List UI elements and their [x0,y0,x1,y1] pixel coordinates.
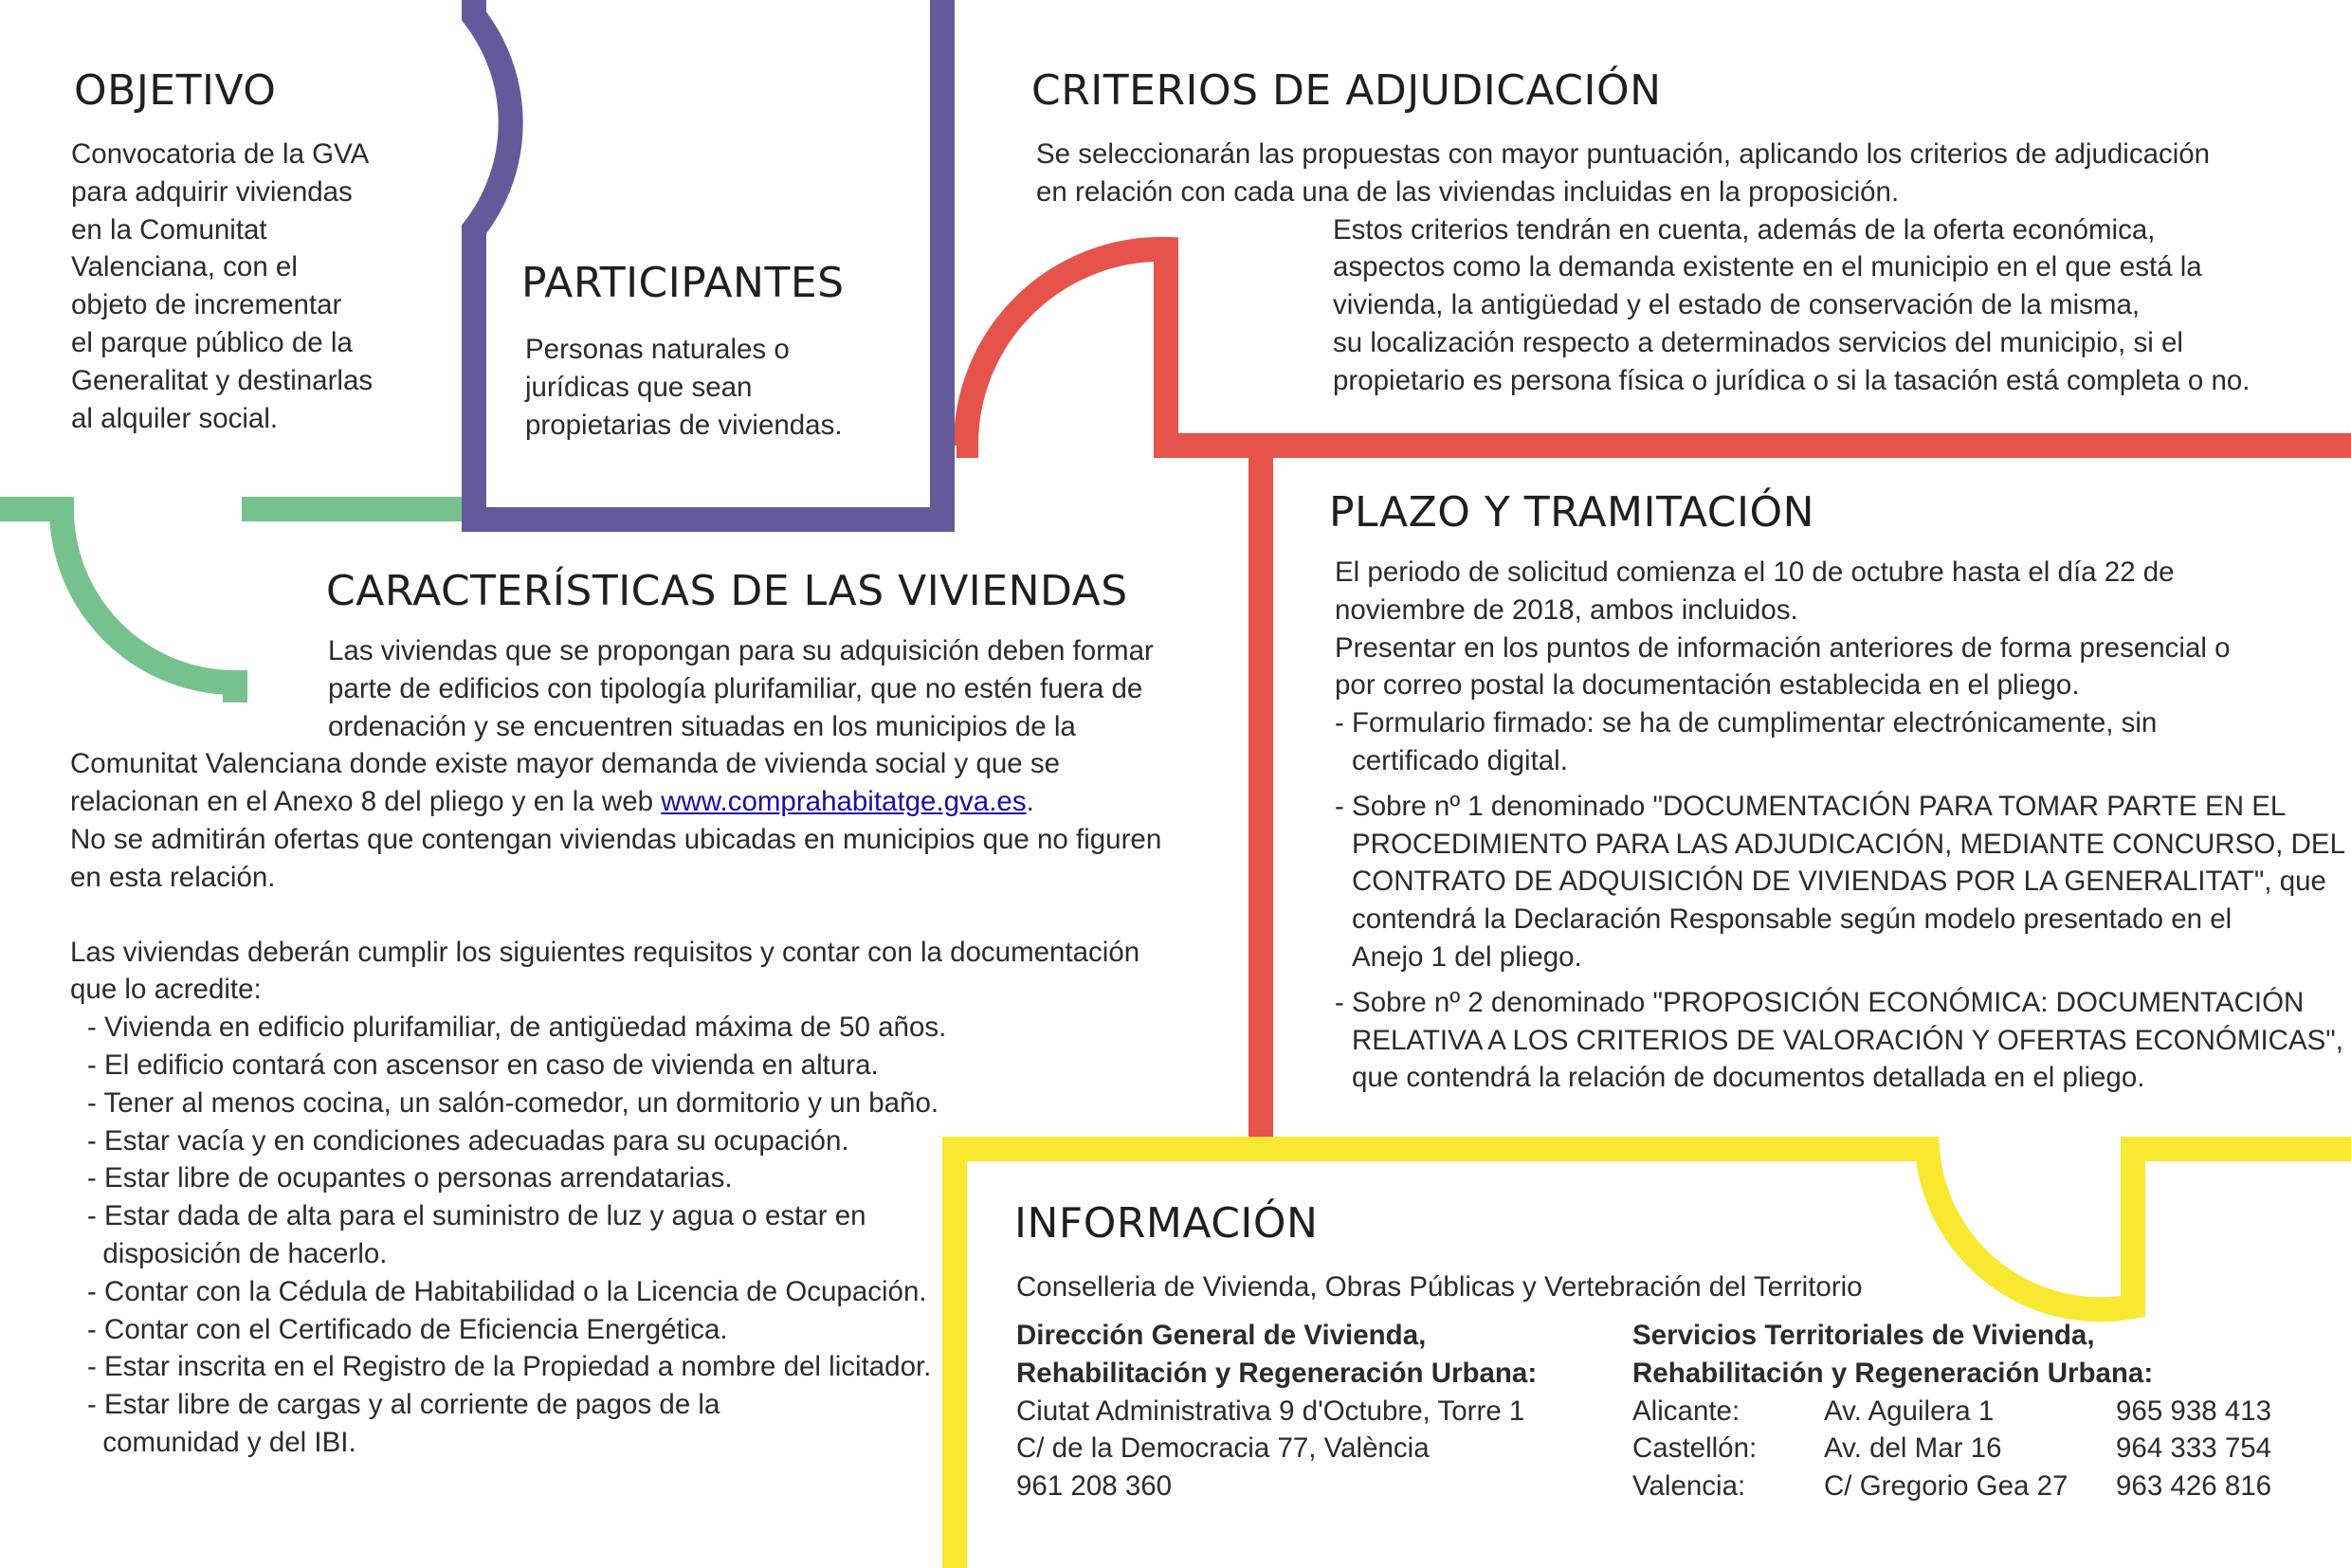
requirement-item: - Vivienda en edificio plurifamiliar, de antigüedad máxima de 50 años. [87,1012,947,1044]
plazo-item-3: - Sobre nº 2 denominado "PROPOSICIÓN ECONÓMICA: DOCUMENTACIÓN [1335,986,2305,1018]
office-row-alicante: Alicante: Av. Aguilera 1 965 938 413 [1632,1395,2272,1427]
requirement-item: - Estar libre de cargas y al corriente de pagos de la [87,1389,720,1421]
informacion-st: Servicios Territoriales de Vivienda, Rehabilitación y Regeneración Urbana: Alicante: Av. Aguilera 1 965 938 413 Castellón: Av. del Mar 16 964 333 754 Valencia: C/ Gregorio Gea 27 963 426 816 [1632,1317,2271,1505]
office-row-valencia: Valencia: C/ Gregorio Gea 27 963 426 816 [1632,1470,2272,1503]
informacion-section [1014,1199,2342,1503]
objetivo-text: Convocatoria de la GVA para adquirir viviendas en la Comunitat Valenciana, con el objeto de incrementar el parque público de la Generalitat y destinarlas al alquiler social. [71,138,374,434]
requirement-item: - Estar vacía y en condiciones adecuadas para su ocupación. [87,1124,849,1157]
participantes-section [521,259,920,444]
informacion-conselleria: Conselleria de Vivienda, Obras Públicas y Vertebración del Territorio [1016,1271,1863,1303]
caracteristicas-title: CARACTERÍSTICAS DE LAS VIVIENDAS [326,567,1128,615]
plazo-item-2: - Sobre nº 1 denominado "DOCUMENTACIÓN PARA TOMAR PARTE EN EL [1335,790,2287,822]
plazo-title: PLAZO Y TRAMITACIÓN [1329,488,1815,537]
criterios-section [1031,66,2340,400]
requirement-item: - El edificio contará con ascensor en caso de vivienda en altura. [87,1048,879,1081]
plazo-section [1329,488,2343,1097]
dg-phone: 961 208 360 [1016,1470,1173,1503]
caracteristicas-text: Las viviendas que se propongan para su adquisición deben formar parte de edificios con tipología plurifamiliar, que no estén fuera de ordenación y se encuentren situadas en los municipios de la Comunitat Valenciana donde existe mayor demanda de vivienda social y que se relacionan en el Anexo 8 del pliego y en la web www.comprahabitatge.gva.es. No se admitirán ofertas que contengan viviendas ubicadas en municipios que no figuren en esta relación. Las viviendas deberán cumplir los siguientes requisitos y contar con la documentación que lo acredite: - Vivienda en edificio plurifamiliar, de antigüedad máxima de 50 años. - El edificio contará con ascensor en caso de vivienda en altura. - Tener al menos cocina, un salón-comedor, un dormitorio y un baño. - Estar vacía y en condiciones adecuadas para su ocupación. - Estar libre de ocupantes o personas arrendatarias. - Estar dada de alta para el suministro de luz y agua o estar en disposición de hacerlo. - Contar con la Cédula de Habitabilidad o la Licencia de Ocupación. - Contar con el Certificado de Eficiencia Energética. - Estar inscrita en el Registro de la Propiedad a nombre del licitador. - Estar libre de cargas y al corriente de pagos de la comunidad y del IBI. [70,632,1189,1462]
participantes-title: PARTICIPANTES [521,259,845,307]
criterios-text-top: Se seleccionarán las propuestas con mayor puntuación, aplicando los criterios de adjudicación en relación con cada una de las viviendas incluidas en la proposición. [1036,138,2211,208]
comprahabitatge-link[interactable]: www.comprahabitatge.gva.es [661,786,1027,818]
requirement-item: - Estar dada de alta para el suministro de luz y agua o estar en [87,1200,866,1232]
requirement-item: - Contar con el Certificado de Eficiencia Energética. [87,1313,728,1345]
objetivo-section [71,66,453,437]
objetivo-title: OBJETIVO [74,66,277,115]
plazo-item-1: - Formulario firmado: se ha de cumplimentar electrónicamente, sin [1335,707,2158,739]
requirement-item: - Tener al menos cocina, un salón-comedor, un dormitorio y un baño. [87,1086,939,1119]
caracteristicas-link-line: relacionan en el Anexo 8 del pliego y en la web www.comprahabitatge.gva.es. [70,786,1034,818]
plazo-text: El periodo de solicitud comienza el 10 de octubre hasta el día 22 de noviembre de 2018, ambos incluidos. Presentar en los puntos de información anteriores de forma presencial o por correo postal la documentación establecida en el pliego. - Formulario firmado: se ha de cumplimentar electrónicamente, sin certificado digital. - Sobre nº 1 denominado "DOCUMENTACIÓN PARA TOMAR PARTE EN EL PROCEDIMIENTO PARA LAS ADJUDICACIÓN, MEDIANTE CONCURSO, DEL CONTRATO DE ADQUISICIÓN DE VIVIENDAS POR LA GENERALITAT", que contendrá la Declaración Responsable según modelo presentado en el Anejo 1 del pliego. - Sobre nº 2 denominado "PROPOSICIÓN ECONÓMICA: DOCUMENTACIÓN RELATIVA A LOS CRITERIOS DE VALORACIÓN Y OFERTAS ECONÓMICAS", que contendrá la relación de documentos detallada en el pliego. [1335,556,2345,1094]
office-row-castellon: Castellón: Av. del Mar 16 964 333 754 [1632,1432,2272,1465]
requirement-item: - Estar libre de ocupantes o personas arrendatarias. [87,1162,733,1194]
informacion-title: INFORMACIÓN [1014,1199,1319,1248]
requirement-item: - Contar con la Cédula de Habitabilidad o la Licencia de Ocupación. [87,1275,927,1307]
requirement-item: - Estar inscrita en el Registro de la Propiedad a nombre del licitador. [87,1351,932,1383]
requirement-item: disposición de hacerlo. [87,1237,388,1269]
criterios-title: CRITERIOS DE ADJUDICACIÓN [1031,66,1662,115]
informacion-dg: Dirección General de Vivienda, Rehabilitación y Regeneración Urbana: Ciutat Administrativa 9 d'Octubre, Torre 1 C/ de la Democracia 77, València 961 208 360 [1016,1317,1537,1505]
participantes-text: Personas naturales o jurídicas que sean propietarias de viviendas. [525,334,843,441]
requirement-item: comunidad y del IBI. [87,1426,356,1458]
criterios-text-bottom: Estos criterios tendrán en cuenta, además de la oferta económica, aspectos como la demanda existente en el municipio en el que está la vivienda, la antigüedad y el estado de conservación de la misma, su localización respecto a determinados servicios del municipio, si el propietario es persona física o jurídica o si la tasación está completa o no. [1333,213,2251,396]
